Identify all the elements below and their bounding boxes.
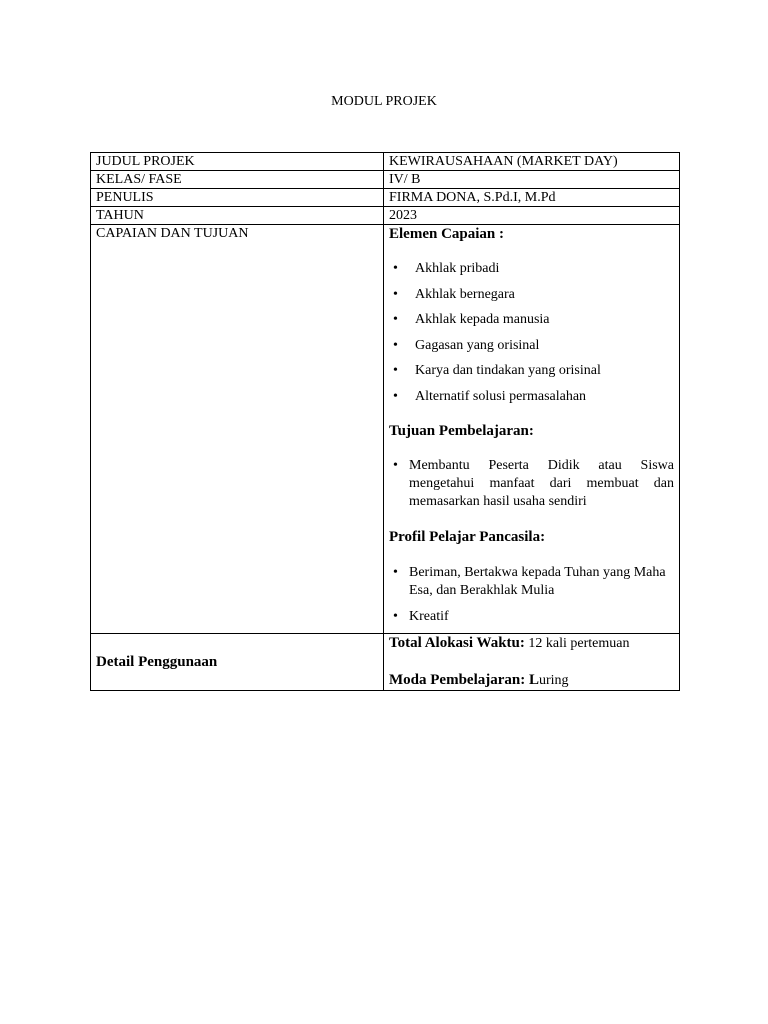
project-module-table <box>90 152 680 691</box>
moda-value: uring <box>538 673 569 689</box>
row-value-judul: KEWIRAUSAHAAN (MARKET DAY) <box>384 153 680 171</box>
table-row <box>91 207 680 225</box>
list-item: • Beriman, Bertakwa kepada Tuhan yang Maha Esa, dan Berakhlak Mulia <box>389 564 674 600</box>
row-label-tahun: TAHUN <box>91 207 384 225</box>
row-value-tahun: 2023 <box>384 207 680 225</box>
row-value-penulis: FIRMA DONA, S.Pd.I, M.Pd <box>384 189 680 207</box>
profil-pelajar-heading: Profil Pelajar Pancasila: <box>389 528 546 545</box>
alokasi-line <box>389 634 674 653</box>
table-row-capaian <box>91 225 680 634</box>
row-label-judul: JUDUL PROJEK <box>91 153 384 171</box>
profil-list <box>389 564 674 626</box>
moda-label: Moda Pembelajaran: L <box>389 672 539 689</box>
page-title: MODUL PROJEK <box>331 94 437 109</box>
row-label-penulis: PENULIS <box>91 189 384 207</box>
list-item: • Membantu Peserta Didik atau Siswa mengetahui manfaat dari membuat dan memasarkan hasil usaha sendiri <box>389 457 674 511</box>
moda-line <box>389 671 674 690</box>
capaian-content <box>384 225 680 634</box>
tujuan-pembelajaran-heading: Tujuan Pembelajaran: <box>389 422 534 439</box>
alokasi-value: 12 kali pertemuan <box>524 636 630 652</box>
list-item: • Karya dan tindakan yang orisinal <box>389 362 674 380</box>
elemen-capaian-heading: Elemen Capaian : <box>389 226 505 242</box>
list-item: • Kreatif <box>389 608 674 626</box>
table-row <box>91 189 680 207</box>
table-row-detail <box>91 634 680 691</box>
row-value-kelas: IV/ B <box>384 171 680 189</box>
alokasi-label: Total Alokasi Waktu: <box>389 635 525 652</box>
tujuan-list <box>389 457 674 511</box>
row-label-kelas: KELAS/ FASE <box>91 171 384 189</box>
list-item: • Akhlak pribadi <box>389 260 674 278</box>
list-item: • Alternatif solusi permasalahan <box>389 388 674 406</box>
list-item: • Akhlak bernegara <box>389 286 674 304</box>
row-label-capaian: CAPAIAN DAN TUJUAN <box>91 225 384 634</box>
list-item: • Akhlak kepada manusia <box>389 311 674 329</box>
detail-content <box>384 634 680 691</box>
detail-penggunaan-label: Detail Penggunaan <box>91 634 384 691</box>
elemen-capaian-list <box>389 260 674 406</box>
list-item: • Gagasan yang orisinal <box>389 337 674 355</box>
table-row <box>91 171 680 189</box>
table-row <box>91 153 680 171</box>
